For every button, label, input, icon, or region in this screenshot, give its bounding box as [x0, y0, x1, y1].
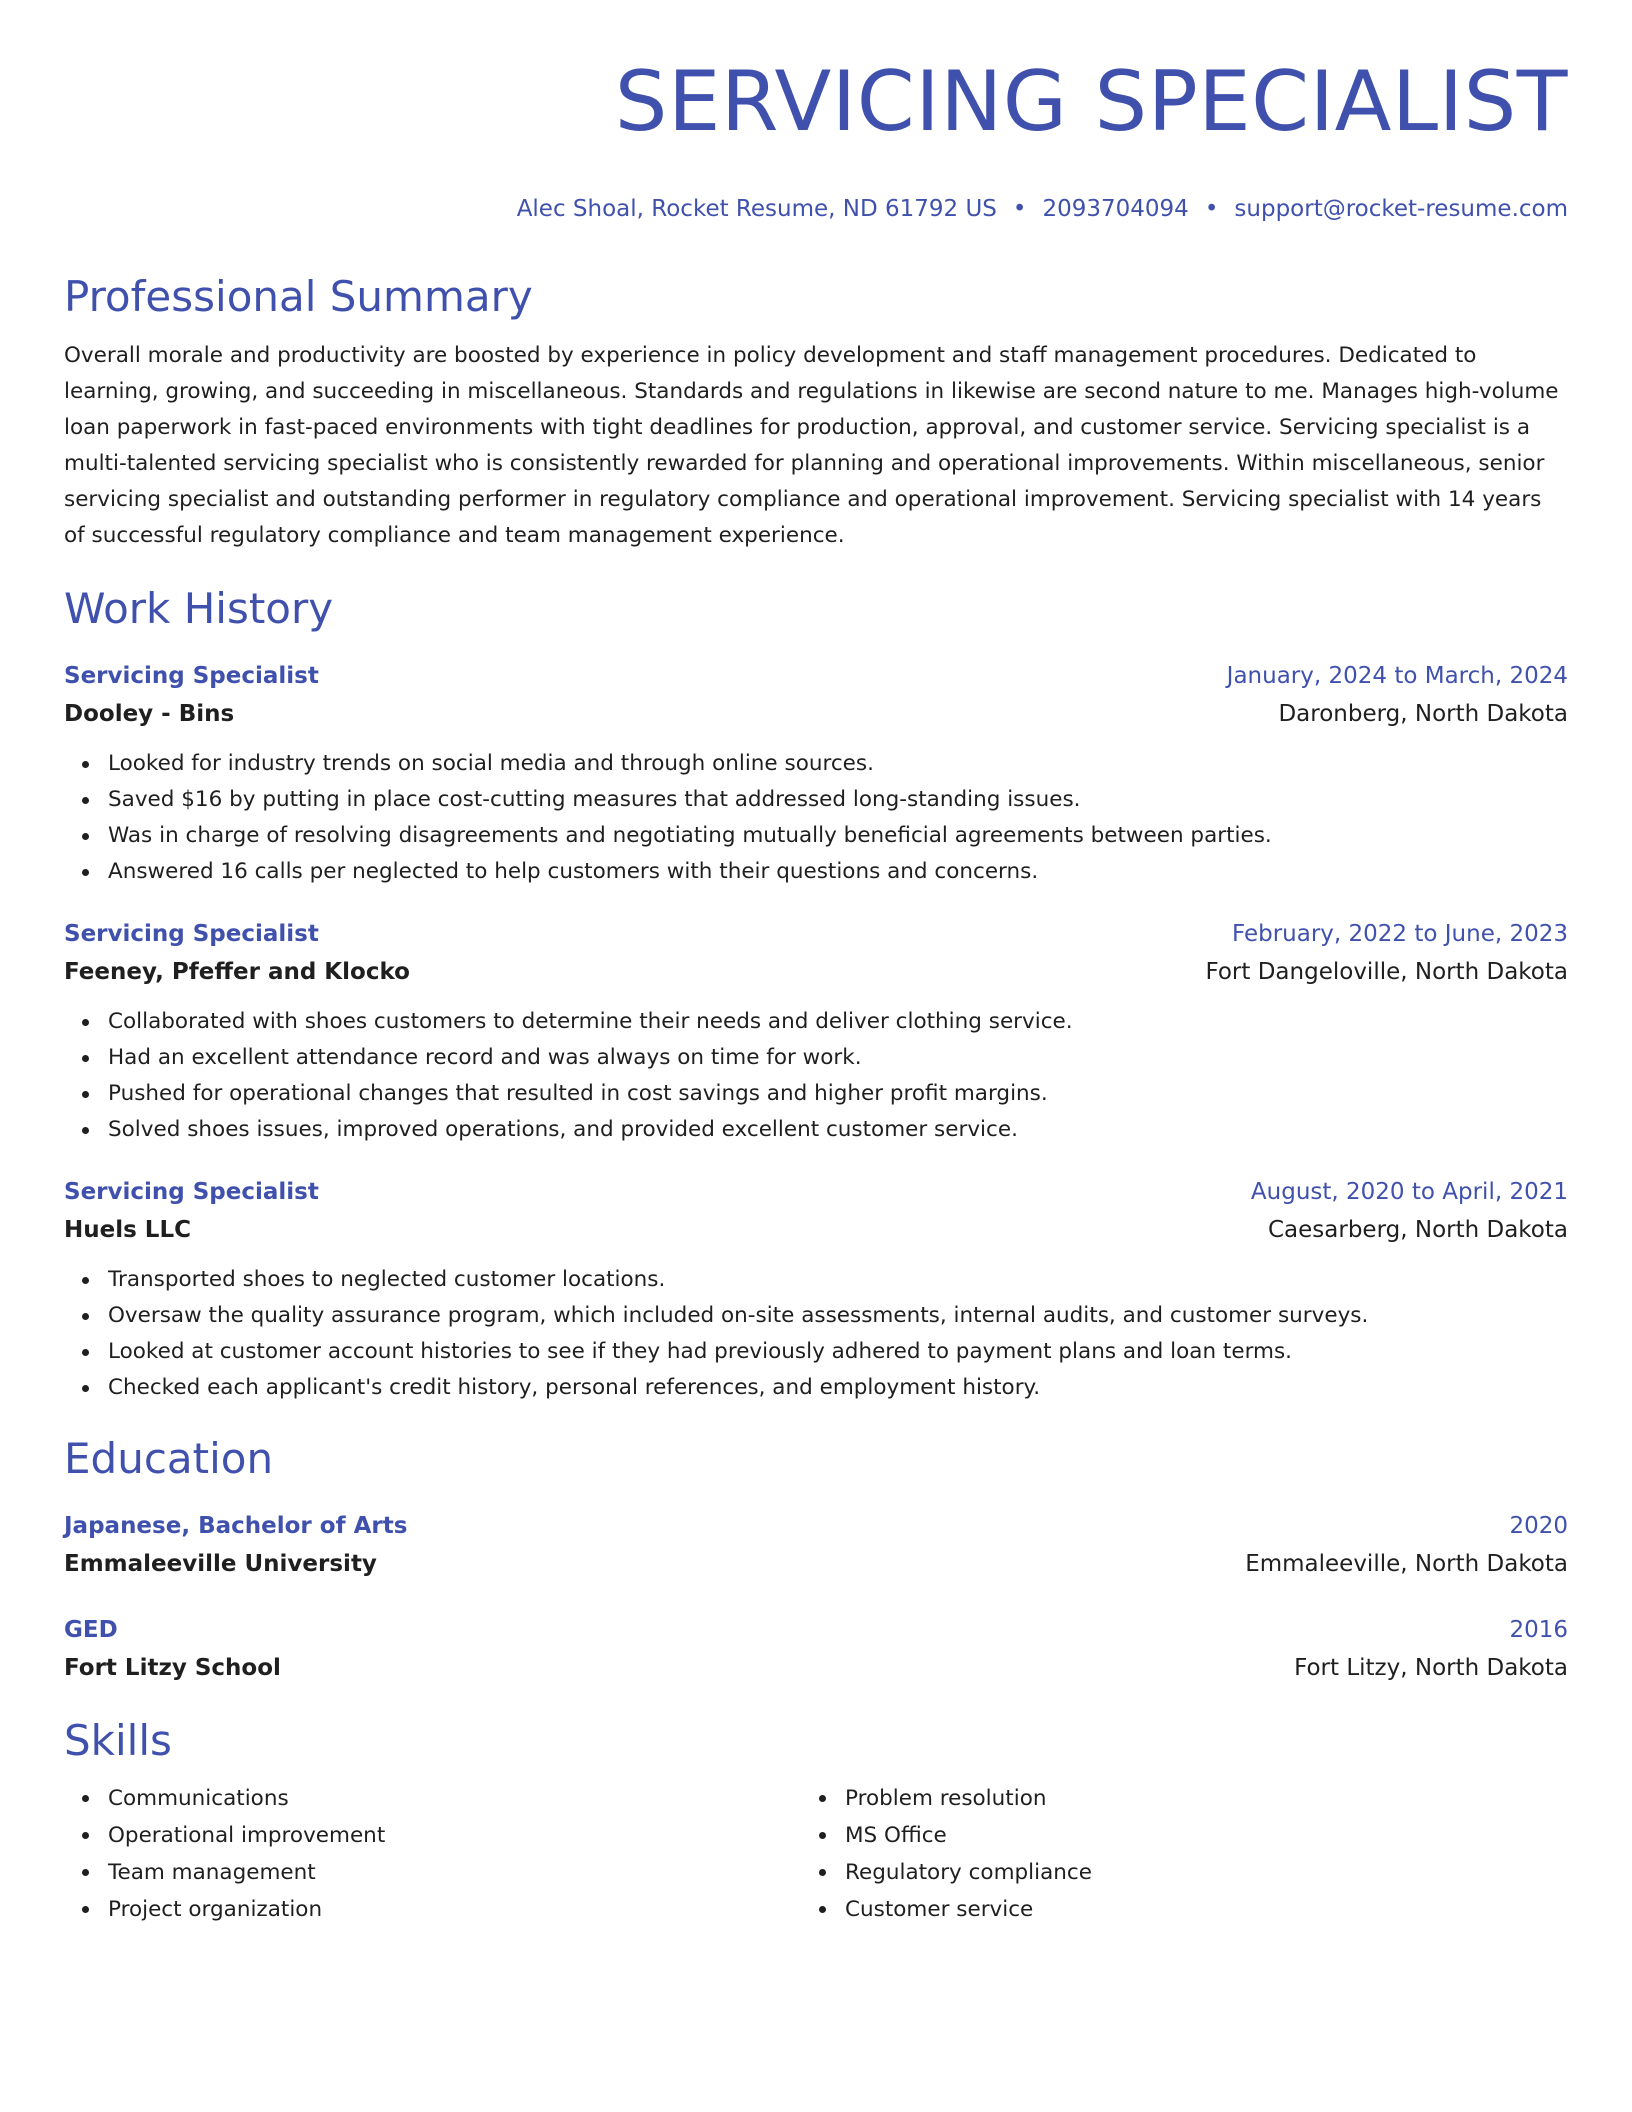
- job-title: Servicing Specialist: [64, 663, 319, 689]
- skills-column-right: [801, 1780, 1538, 1928]
- job-bullet: Answered 16 calls per neglected to help customers with their questions and concerns.: [108, 854, 1568, 890]
- resume-header: [64, 0, 1568, 224]
- school-location: Fort Litzy, North Dakota: [1294, 1655, 1568, 1681]
- education-entry: [64, 1508, 1568, 1584]
- job-bullet: Looked for industry trends on social media and through online sources.: [108, 746, 1568, 782]
- summary-text: Overall morale and productivity are boosted by experience in policy development and staff management procedures. Dedicated to learning, growing, and succeeding in miscellaneous. Standards and regulations in likewise are second nature to me. Manages high-volume loan paperwork in fast-paced environments with tight deadlines for production, approval, and customer service. Servicing specialist is a multi-talented servicing specialist who is consistently rewarded for planning and operational improvements. Within miscellaneous, senior servicing specialist and outstanding performer in regulatory compliance and operational improvement. Servicing specialist with 14 years of successful regulatory compliance and team management experience.: [64, 343, 1559, 548]
- job-location: Fort Dangeloville, North Dakota: [1205, 959, 1568, 985]
- company-name: Huels LLC: [64, 1217, 191, 1243]
- company-name: Feeney, Pfeffer and Klocko: [64, 959, 410, 985]
- skill-item: Operational improvement: [108, 1817, 801, 1854]
- education-entry: [64, 1612, 1568, 1688]
- skills-column-left: [64, 1780, 801, 1928]
- job-dates: August, 2020 to April, 2021: [1250, 1179, 1568, 1205]
- job-bullet: Checked each applicant's credit history, personal references, and employment history.: [108, 1370, 1568, 1406]
- contact-separator: •: [1012, 196, 1027, 222]
- school-name: Emmaleeville University: [64, 1551, 377, 1577]
- job-bullet: Was in charge of resolving disagreements and negotiating mutually beneficial agreements between parties.: [108, 818, 1568, 854]
- contact-separator: •: [1204, 196, 1219, 222]
- job-bullets: [64, 1004, 1568, 1148]
- job-bullet: Solved shoes issues, improved operations, and provided excellent customer service.: [108, 1112, 1568, 1148]
- job-title: Servicing Specialist: [64, 1179, 319, 1205]
- skill-item: Regulatory compliance: [845, 1854, 1538, 1891]
- job-entry: [64, 916, 1568, 1148]
- job-bullet: Pushed for operational changes that resulted in cost savings and higher profit margins.: [108, 1076, 1568, 1112]
- job-bullet: Transported shoes to neglected customer locations.: [108, 1262, 1568, 1298]
- skill-item: MS Office: [845, 1817, 1538, 1854]
- company-name: Dooley - Bins: [64, 701, 235, 727]
- contact-address: Alec Shoal, Rocket Resume, ND 61792 US: [516, 196, 997, 222]
- graduation-year: 2020: [1509, 1513, 1568, 1539]
- skill-item: Project organization: [108, 1891, 801, 1928]
- summary-heading: Professional Summary: [64, 272, 533, 321]
- graduation-year: 2016: [1509, 1617, 1568, 1643]
- skill-item: Communications: [108, 1780, 801, 1817]
- job-bullet: Had an excellent attendance record and was always on time for work.: [108, 1040, 1568, 1076]
- contact-phone: 2093704094: [1042, 196, 1189, 222]
- job-bullet: Looked at customer account histories to see if they had previously adhered to payment plans and loan terms.: [108, 1334, 1568, 1370]
- skills-heading: Skills: [64, 1716, 172, 1765]
- job-bullet: Collaborated with shoes customers to determine their needs and deliver clothing service.: [108, 1004, 1568, 1040]
- skill-item: Customer service: [845, 1891, 1538, 1928]
- school-name: Fort Litzy School: [64, 1655, 281, 1681]
- job-location: Caesarberg, North Dakota: [1268, 1217, 1568, 1243]
- skill-item: Team management: [108, 1854, 801, 1891]
- education-heading: Education: [64, 1434, 274, 1483]
- job-bullets: [64, 1262, 1568, 1406]
- job-dates: February, 2022 to June, 2023: [1231, 921, 1568, 947]
- resume-title: SERVICING SPECIALIST: [614, 53, 1568, 150]
- work-history-heading: Work History: [64, 584, 334, 633]
- contact-email[interactable]: support@rocket-resume.com: [1234, 196, 1568, 222]
- job-bullets: [64, 746, 1568, 890]
- job-dates: January, 2024 to March, 2024: [1226, 663, 1568, 689]
- degree: Japanese, Bachelor of Arts: [64, 1513, 408, 1539]
- skills-list: [64, 1780, 1568, 1928]
- job-bullet: Saved $16 by putting in place cost-cutting measures that addressed long-standing issues.: [108, 782, 1568, 818]
- degree: GED: [64, 1617, 118, 1643]
- job-entry: [64, 1174, 1568, 1406]
- skill-item: Problem resolution: [845, 1780, 1538, 1817]
- job-bullet: Oversaw the quality assurance program, which included on-site assessments, internal audits, and customer surveys.: [108, 1298, 1568, 1334]
- job-entry: [64, 658, 1568, 890]
- contact-line: [64, 194, 1568, 224]
- job-location: Daronberg, North Dakota: [1278, 701, 1568, 727]
- school-location: Emmaleeville, North Dakota: [1245, 1551, 1568, 1577]
- job-title: Servicing Specialist: [64, 921, 319, 947]
